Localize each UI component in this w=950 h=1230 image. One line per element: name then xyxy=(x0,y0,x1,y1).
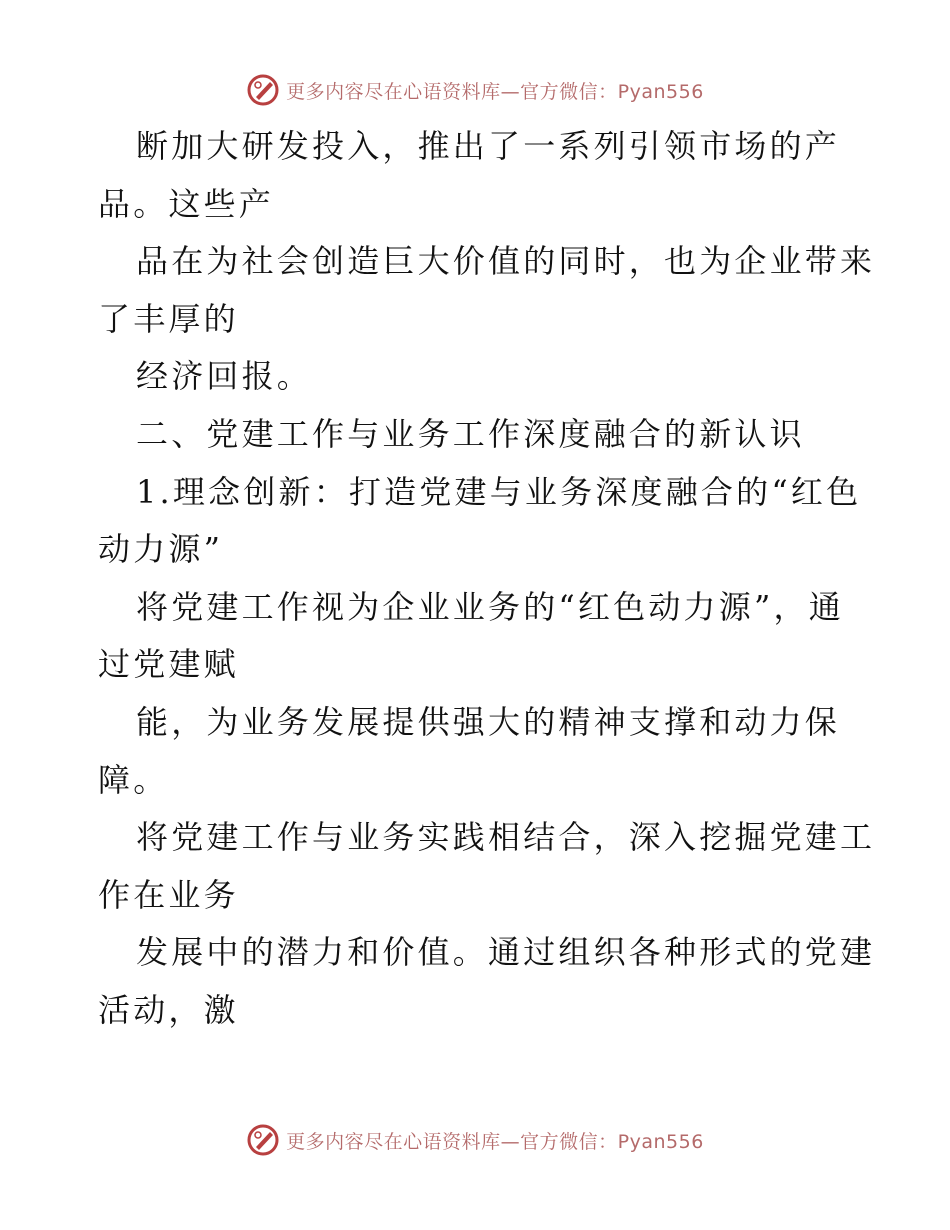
footer-banner-text: 更多内容尽在心语资料库—官方微信：Pyan556 xyxy=(286,1130,704,1153)
body-line: 断加大研发投入，推出了一系列引领市场的产 xyxy=(136,127,841,165)
pen-seal-icon xyxy=(246,73,280,107)
body-line: 活动，激 xyxy=(98,990,239,1029)
pen-seal-icon xyxy=(246,1123,280,1157)
body-line: 经济回报。 xyxy=(136,357,313,396)
section-heading: 二、党建工作与业务工作深度融合的新认识 xyxy=(136,414,805,453)
footer-banner xyxy=(0,1122,950,1158)
body-line: 作在业务 xyxy=(98,875,239,914)
body-line: 能，为业务发展提供强大的精神支撑和动力保 xyxy=(136,702,841,741)
body-line: 发展中的潜力和价值。通过组织各种形式的党建 xyxy=(136,933,876,972)
subsection-heading-cont: 动力源” xyxy=(98,530,224,569)
body-line: 品在为社会创造巨大价值的同时，也为企业带来 xyxy=(136,242,876,281)
body-line: 障。 xyxy=(98,760,169,799)
header-banner-text: 更多内容尽在心语资料库—官方微信：Pyan556 xyxy=(286,80,704,103)
body-line: 将党建工作视为企业业务的“红色动力源”，通 xyxy=(136,587,844,626)
header-banner xyxy=(0,72,950,108)
body-line: 了丰厚的 xyxy=(98,299,239,338)
body-line: 品。这些产 xyxy=(98,184,275,223)
body-line: 将党建工作与业务实践相结合，深入挖掘党建工 xyxy=(136,818,876,857)
body-line: 过党建赋 xyxy=(98,645,239,684)
document-body xyxy=(98,118,876,1040)
subsection-heading: 1.理念创新：打造党建与业务深度融合的“红色 xyxy=(136,472,862,511)
